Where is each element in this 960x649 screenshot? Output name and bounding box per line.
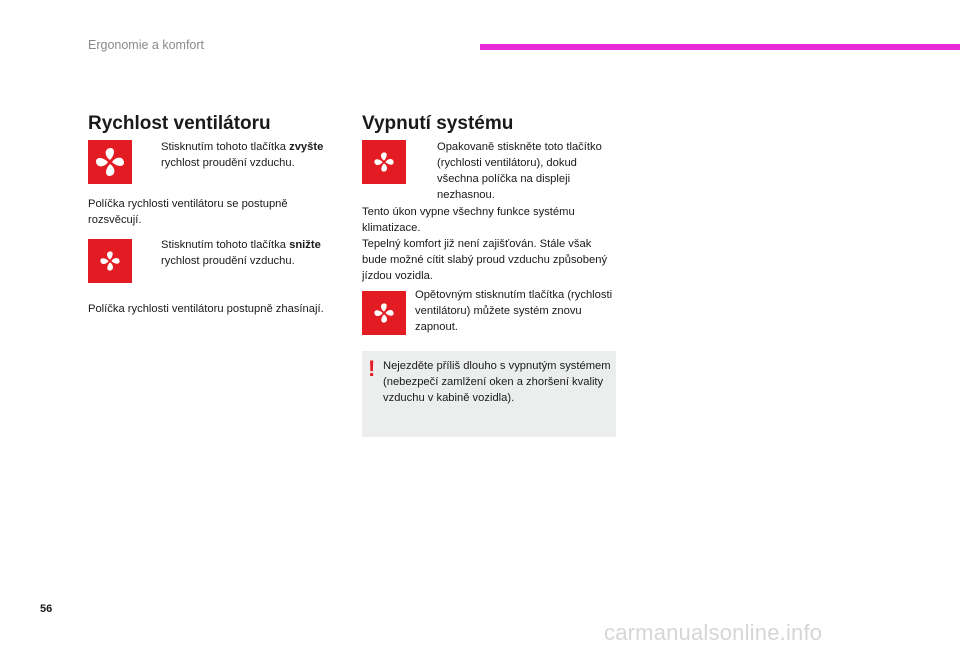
fan-icon [373, 151, 395, 173]
bullet-marker [143, 139, 161, 171]
warning-text: Nejezděte příliš dlouho s vypnutým systémem (nebezpečí zamlžení oken a zhoršení kvality vzduchu v kabině vozidla). [383, 360, 611, 404]
turn-on-text: Opětovným stisknutím tlačítka (rychlosti ventilátoru) můžete systém znovu zapnout. [415, 289, 613, 333]
increase-speed-text [161, 139, 333, 171]
turn-off-note: Tento úkon vypne všechny funkce systému klimatizace. [362, 206, 575, 234]
fan-on-button [362, 291, 406, 335]
text-part: rychlost proudění vzduchu. [161, 157, 295, 169]
page-number: 56 [40, 603, 53, 615]
fan-icon [99, 250, 121, 272]
speed-decrease-note: Políčka rychlosti ventilátoru postupně zhasínají. [88, 303, 324, 315]
emphasis-decrease: snižte [289, 239, 321, 251]
emphasis-increase: zvyšte [289, 141, 324, 153]
turn-off-text: Opakovaně stiskněte toto tlačítko (rychlosti ventilátoru), dokud všechna políčka na displeji nezhasnou. [437, 141, 602, 201]
decrease-speed-step [143, 237, 343, 269]
fan-speed-increase-button [88, 140, 132, 184]
bullet-marker [143, 237, 161, 269]
text-part: Stisknutím tohoto tlačítka [161, 239, 290, 251]
text-part: rychlost proudění vzduchu. [161, 255, 295, 267]
section-title: Ergonomie a komfort [88, 38, 205, 52]
bullet-marker [419, 139, 437, 203]
fan-icon [94, 146, 126, 178]
section-accent-bar [480, 44, 960, 50]
warning-icon: ! [368, 356, 376, 381]
decrease-speed-text [161, 237, 343, 269]
increase-speed-step [143, 139, 333, 171]
speed-increase-note: Políčka rychlosti ventilátoru se postupně rozsvěcují. [88, 198, 288, 226]
watermark: carmanualsonline.info [604, 620, 823, 645]
text-part: Stisknutím tohoto tlačítka [161, 141, 290, 153]
fan-speed-heading: Rychlost ventilátoru [88, 113, 271, 134]
turn-off-step [419, 139, 609, 203]
system-off-heading: Vypnutí systému [362, 113, 514, 134]
comfort-note: Tepelný komfort již není zajišťován. Stále však bude možné cítit slabý proud vzduchu způsobený jízdou vozidla. [362, 238, 608, 282]
fan-speed-decrease-button [88, 239, 132, 283]
fan-off-button [362, 140, 406, 184]
fan-icon [373, 302, 395, 324]
